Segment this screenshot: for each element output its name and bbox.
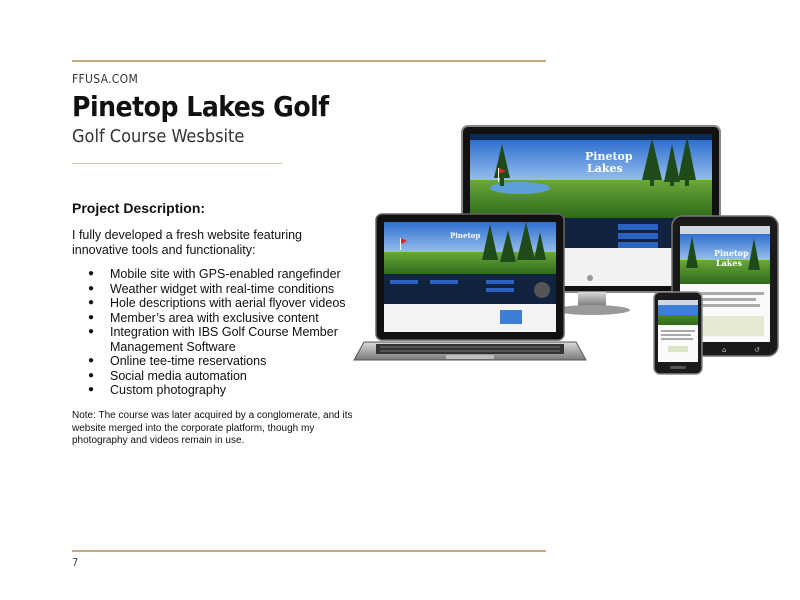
top-rule <box>72 60 546 62</box>
feature-item: ● Mobile site with GPS-enabled rangefinder <box>72 267 362 282</box>
feature-item: ● Weather widget with real-time conditions <box>72 282 362 297</box>
feature-item: ● Social media automation <box>72 369 362 384</box>
phone <box>654 292 702 374</box>
svg-text:Pinetop: Pinetop <box>450 231 481 240</box>
feature-item: ● Integration with IBS Golf Course Member Management Software <box>72 325 362 354</box>
feature-item: ● Member’s area with exclusive content <box>72 311 362 326</box>
bottom-rule <box>72 550 546 552</box>
svg-text:⌂: ⌂ <box>722 346 727 354</box>
feature-list <box>72 267 362 398</box>
feature-item: ● Hole descriptions with aerial flyover videos <box>72 296 362 311</box>
project-intro: I fully developed a fresh website featuring innovative tools and functionality: <box>72 228 302 257</box>
device-mockup-image <box>350 120 790 380</box>
svg-text:Pinetop: Pinetop <box>714 248 749 258</box>
page-subtitle: Golf Course Wesbsite <box>72 126 245 147</box>
monitor-logo-text-2: Lakes <box>587 162 623 175</box>
site-label: FFUSA.COM <box>72 72 139 86</box>
project-note: Note: The course was later acquired by a conglomerate, and its website merged into the corporate platform, though my photography and videos remain in use. <box>72 410 353 446</box>
svg-text:↺: ↺ <box>754 346 760 354</box>
page-title: Pinetop Lakes Golf <box>72 90 329 123</box>
project-heading: Project Description: <box>72 200 206 216</box>
feature-item: ● Custom photography <box>72 383 362 398</box>
title-divider <box>72 163 282 164</box>
monitor-logo-text: Pinetop <box>585 150 633 163</box>
page-number: 7 <box>72 556 79 569</box>
svg-text:Lakes: Lakes <box>716 258 742 268</box>
laptop <box>354 214 586 360</box>
feature-item: ● Online tee-time reservations <box>72 354 362 369</box>
